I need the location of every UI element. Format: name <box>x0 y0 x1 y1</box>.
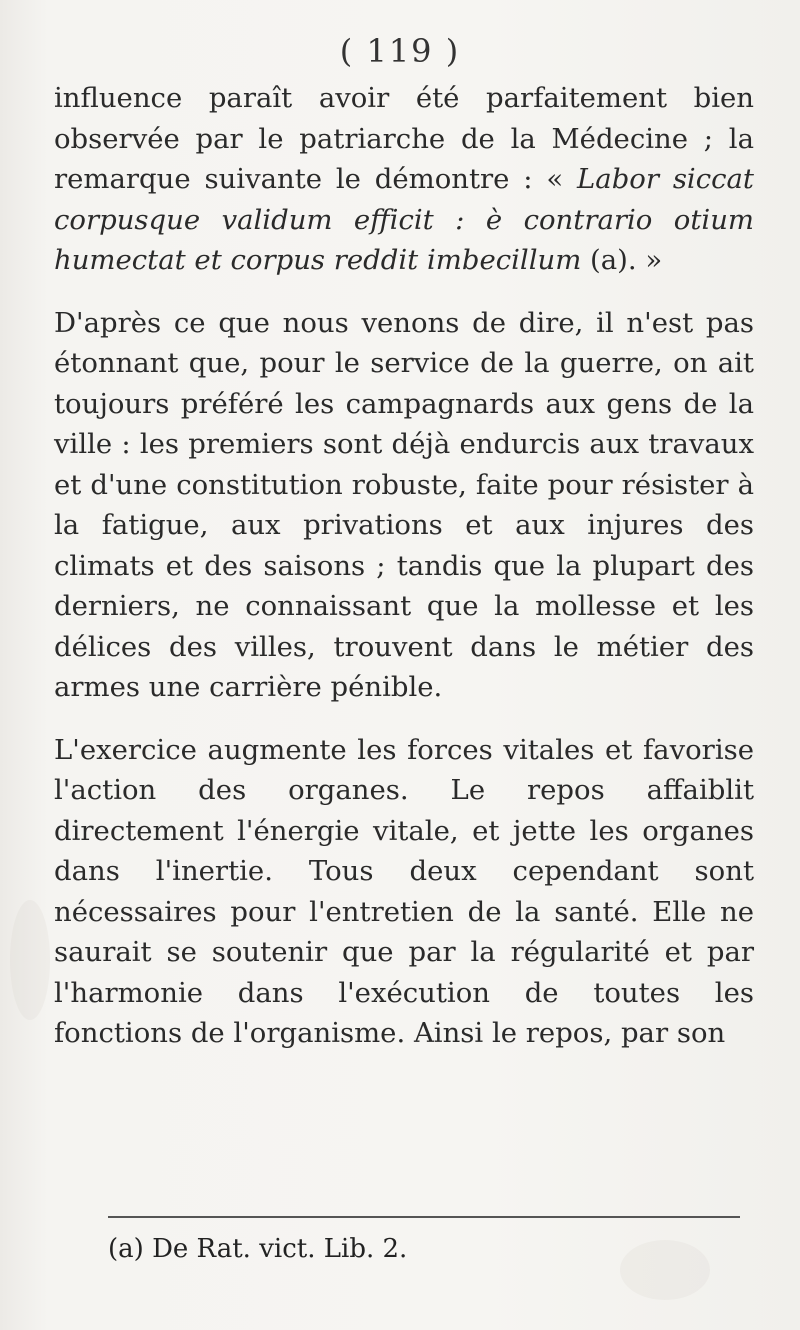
footnote-divider <box>108 1216 740 1218</box>
footnote-text: De Rat. vict. Lib. 2. <box>152 1234 408 1264</box>
paragraph-1-lead: influence paraît avoir été parfaitement bien observée par le patriarche de la Médecine ; la remarque suivante le démontre : « <box>54 82 754 195</box>
page-number: ( 119 ) <box>339 32 461 70</box>
footnote <box>108 1234 407 1264</box>
footnote-reference: (a). » <box>581 244 663 276</box>
paragraph-2: D'après ce que nous venons de dire, il n'est pas étonnant que, pour le service de la guerre, on ait toujours préféré les campagnards aux gens de la ville : les premiers sont déjà endurcis aux travaux et d'une constitution robuste, faite pour résister à la fatigue, aux privations et aux injures des climats et des saisons ; tandis que la plupart des derniers, ne connaissant que la mollesse et les délices des villes, trouvent dans le métier des armes une carrière pénible. <box>54 306 754 703</box>
footnote-marker: (a) <box>108 1234 144 1264</box>
body-text <box>54 78 754 1054</box>
paragraph-3: L'exercice augmente les forces vitales et favorise l'action des organes. Le repos affaiblit directement l'énergie vitale, et jette les organes dans l'inertie. Tous deux cependant sont nécessaires pour l'entretien de la santé. Elle ne saurait se soutenir que par la régularité et par l'harmonie dans l'exécution de toutes les fonctions de l'organisme. Ainsi le repos, par son <box>54 733 754 1049</box>
paragraph-1 <box>54 78 754 281</box>
paper-stain <box>620 1240 710 1300</box>
paper-stain <box>10 900 50 1020</box>
latin-quote: Labor siccat corpusque validum efficit : è contrario otium humectat et corpus reddit imbecillum <box>54 163 754 276</box>
